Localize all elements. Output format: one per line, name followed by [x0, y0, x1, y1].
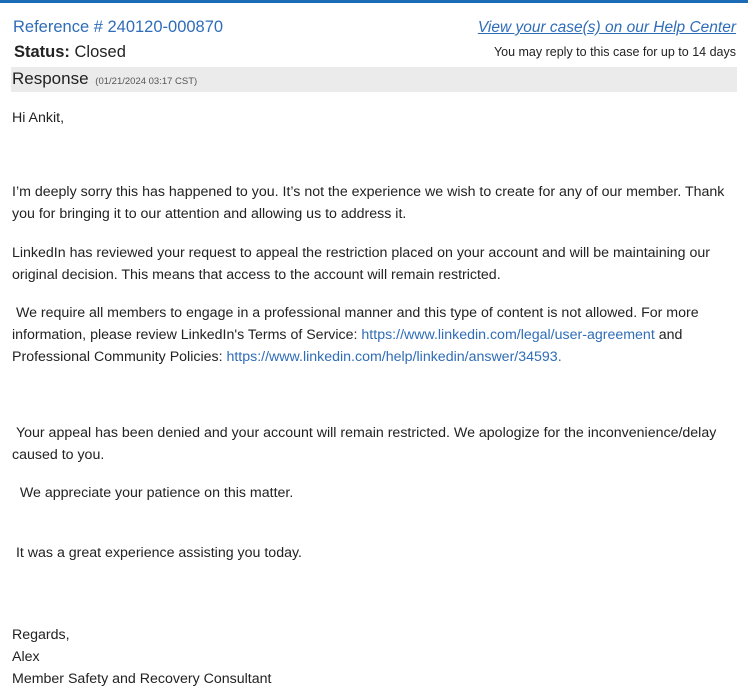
case-status [14, 43, 126, 62]
greeting: Hi Ankit, [12, 110, 65, 126]
community-policies-link[interactable]: https://www.linkedin.com/help/linkedin/answer/34593. [226, 349, 562, 365]
case-header [12, 18, 737, 62]
status-label: Status: [14, 43, 70, 61]
status-value: Closed [74, 43, 126, 61]
signature-title: Member Safety and Recovery Consultant [12, 671, 272, 687]
signature-regards: Regards, [12, 627, 70, 643]
response-date: (01/21/2024 03:17 CST) [95, 76, 198, 87]
top-accent-rule [0, 0, 748, 3]
policy-text-start: We require all members to engage in a professional manner and this type of content is not allowed. For more information, please review LinkedIn's Terms of Service: [12, 305, 703, 343]
policy-text-mid: and Professional Community Policies: [12, 327, 687, 365]
apology-paragraph: I’m deeply sorry this has happened to you. It’s not the experience we wish to create for any of our member. Thank you for bringing it to our attention and allowing us to address it. [12, 184, 725, 222]
response-label: Response [12, 69, 89, 88]
case-reference: Reference # 240120-000870 [13, 18, 224, 36]
policy-paragraph [12, 302, 740, 368]
decision-paragraph: LinkedIn has reviewed your request to appeal the restriction placed on your account and will be maintaining our original decision. This means that access to the account will remain restricted. [12, 245, 710, 283]
signature-name: Alex [12, 649, 40, 665]
appeal-denied-paragraph: Your appeal has been denied and your account will remain restricted. We apologize for the inconvenience/delay caused to you. [12, 425, 721, 463]
reply-window-note: You may reply to this case for up to 14 days [493, 45, 736, 59]
response-header-bar [11, 67, 737, 92]
patience-paragraph: We appreciate your patience on this matter. [12, 485, 294, 501]
terms-of-service-link[interactable]: https://www.linkedin.com/legal/user-agreement [361, 327, 655, 343]
response-title [12, 69, 197, 89]
help-center-link[interactable]: View your case(s) on our Help Center [477, 19, 736, 36]
closing-paragraph: It was a great experience assisting you today. [12, 545, 302, 561]
